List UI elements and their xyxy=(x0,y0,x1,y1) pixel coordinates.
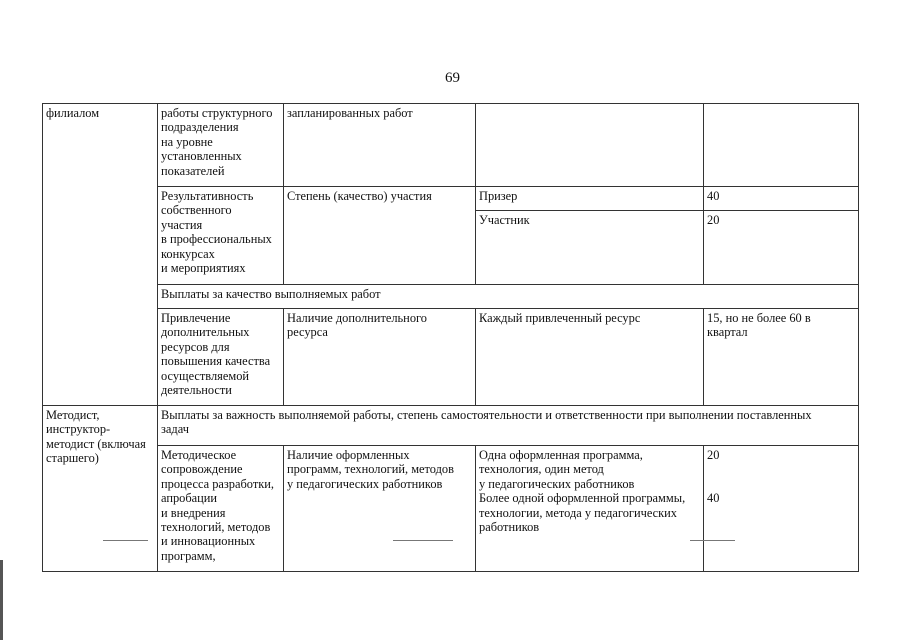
criterion-line: сопровождение xyxy=(161,462,243,477)
indicator-line: ресурса xyxy=(287,325,328,340)
amount-line: 15, но не более 60 в xyxy=(707,311,811,325)
condition-cell xyxy=(476,309,704,406)
condition-line: Более одной оформленной программы, xyxy=(479,491,686,506)
position-cell xyxy=(43,406,158,572)
amount-text: 40 xyxy=(707,189,720,203)
criterion-line: показателей xyxy=(161,163,225,178)
criterion-cell xyxy=(158,187,284,285)
criterion-line: подразделения xyxy=(161,120,239,135)
condition-line: работников xyxy=(479,520,540,535)
criterion-line: собственного xyxy=(161,203,232,218)
condition-cell xyxy=(476,211,704,285)
amount-text: 20 xyxy=(707,213,720,227)
amount-cell xyxy=(704,446,859,572)
indicator-cell xyxy=(284,309,476,406)
criterion-line: установленных xyxy=(161,149,242,164)
condition-line: технология, один метод xyxy=(479,462,604,477)
criterion-line: деятельности xyxy=(161,383,232,398)
criterion-line: повышения качества xyxy=(161,354,271,369)
criterion-line: участия xyxy=(161,217,203,232)
criterion-line: на уровне xyxy=(161,134,213,149)
indicator-text: Степень (качество) участия xyxy=(287,189,432,203)
condition-cell xyxy=(476,104,704,187)
table-row xyxy=(43,187,859,211)
criterion-line: программ, xyxy=(161,548,216,563)
criterion-cell xyxy=(158,309,284,406)
condition-line: у педагогических работников xyxy=(479,476,635,491)
criteria-table xyxy=(42,103,859,572)
condition-text: Каждый привлеченный ресурс xyxy=(479,311,641,325)
condition-text: Участник xyxy=(479,213,530,227)
scan-mark xyxy=(103,540,148,541)
indicator-cell xyxy=(284,446,476,572)
condition-cell xyxy=(476,446,704,572)
criterion-line: и инновационных xyxy=(161,534,256,549)
amount-text: 40 xyxy=(707,491,720,506)
table-row xyxy=(43,446,859,572)
condition-line: технологии, метода у педагогических xyxy=(479,505,677,520)
criterion-line: и мероприятиях xyxy=(161,261,246,276)
indicator-text: запланированных работ xyxy=(287,106,413,120)
amount-cell xyxy=(704,104,859,187)
criterion-line: в профессиональных xyxy=(161,232,272,247)
table-row xyxy=(43,104,859,187)
section-heading-line: Выплаты за важность выполняемой работы, степень самостоятельности и ответственности при выполнении поставленных xyxy=(161,408,812,422)
criterion-line: ресурсов для xyxy=(161,339,230,354)
criterion-line: процесса разработки, xyxy=(161,476,274,491)
indicator-line: Наличие дополнительного xyxy=(287,311,427,325)
position-line: старшего) xyxy=(46,451,99,466)
condition-cell xyxy=(476,187,704,211)
page-number: 69 xyxy=(445,70,460,86)
table-row xyxy=(43,285,859,309)
criterion-line: Привлечение xyxy=(161,311,231,325)
criterion-line: и внедрения xyxy=(161,505,226,520)
criterion-line: Методическое xyxy=(161,448,237,462)
position-label: филиалом xyxy=(46,106,100,120)
criterion-line: технологий, методов xyxy=(161,520,271,535)
condition-text: Призер xyxy=(479,189,518,203)
amount-line: квартал xyxy=(707,325,748,340)
indicator-line: Наличие оформленных xyxy=(287,448,410,462)
criterion-line: осуществляемой xyxy=(161,368,250,383)
criterion-line: работы структурного xyxy=(161,106,273,120)
indicator-cell xyxy=(284,187,476,285)
section-heading-line: задач xyxy=(161,422,189,437)
indicator-cell xyxy=(284,104,476,187)
position-line: методист (включая xyxy=(46,436,146,451)
position-line: Методист, xyxy=(46,408,100,422)
criterion-line: конкурсах xyxy=(161,246,215,261)
position-line: инструктор- xyxy=(46,422,111,437)
amount-cell xyxy=(704,187,859,211)
section-heading-cell xyxy=(158,285,859,309)
section-heading: Выплаты за качество выполняемых работ xyxy=(161,287,381,301)
criterion-line: апробации xyxy=(161,491,218,506)
amount-cell xyxy=(704,309,859,406)
criterion-cell xyxy=(158,446,284,572)
indicator-line: у педагогических работников xyxy=(287,476,443,491)
indicator-line: программ, технологий, методов xyxy=(287,462,454,477)
position-cell xyxy=(43,104,158,406)
scan-mark xyxy=(393,540,453,541)
criterion-line: Результативность xyxy=(161,189,254,203)
table-row xyxy=(43,309,859,406)
condition-line: Одна оформленная программа, xyxy=(479,448,643,462)
section-heading-cell xyxy=(158,406,859,446)
criterion-line: дополнительных xyxy=(161,325,250,340)
amount-cell xyxy=(704,211,859,285)
scan-mark xyxy=(690,540,735,541)
table-row xyxy=(43,406,859,446)
scan-edge xyxy=(0,560,3,640)
criterion-cell xyxy=(158,104,284,187)
amount-text: 20 xyxy=(707,448,720,462)
